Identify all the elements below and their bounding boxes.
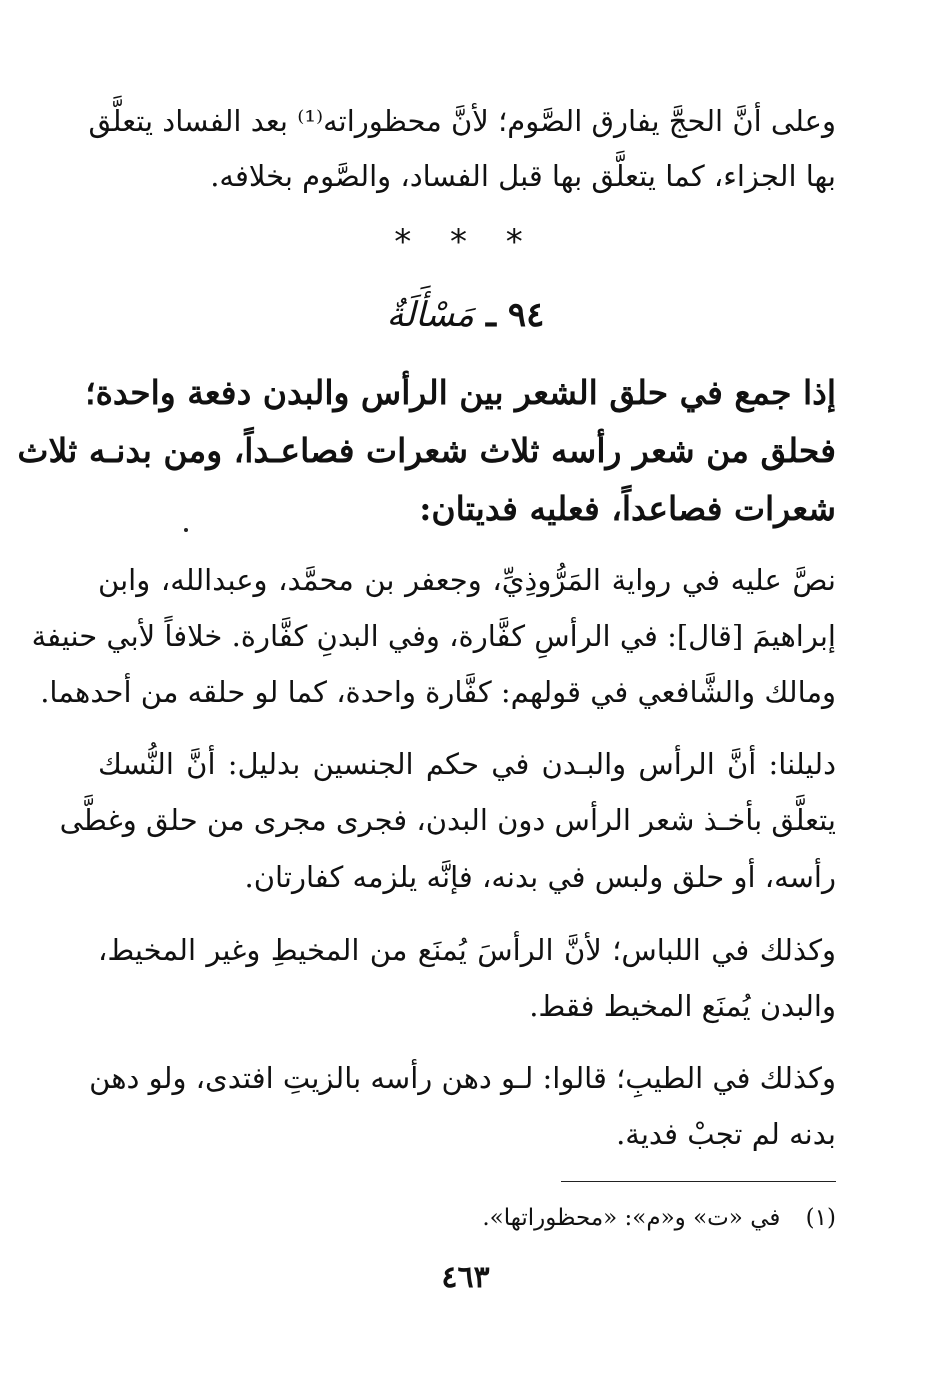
page-number: ٤٦٣ xyxy=(441,1260,490,1295)
paragraph-2-line-1: نصَّ عليه في رواية المَرُّوذِيِّ، وجعفر بن محمَّد، وعبدالله، وابن xyxy=(98,563,836,597)
issue-question-line-2: فحلق من شعر رأسه ثلاث شعرات فصاعـداً، ومن بدنـه ثلاث xyxy=(17,431,836,470)
paragraph-5-line-2: بدنه لم تجبْ فدية. xyxy=(616,1117,836,1151)
stray-mark xyxy=(184,528,188,532)
footnote-text: في «ت» و«م»: «محظوراتها». xyxy=(482,1205,781,1231)
paragraph-4-line-2: والبدن يُمنَع المخيط فقط. xyxy=(529,989,836,1023)
paragraph-2-line-2: إبراهيمَ [قال]: في الرأسِ كفَّارة، وفي البدنِ كفَّارة. خلافاً لأبي حنيفة xyxy=(31,619,836,653)
paragraph-3-line-3: رأسه، أو حلق ولبس في بدنه، فإنَّه يلزمه كفارتان. xyxy=(244,860,836,894)
paragraph-1-line-1: وعلى أنَّ الحجَّ يفارق الصَّوم؛ لأنَّ محظوراته⁽¹⁾ بعد الفساد يتعلَّق xyxy=(88,104,836,138)
issue-heading xyxy=(0,290,931,340)
paragraph-5-line-1: وكذلك في الطيبِ؛ قالوا: لـو دهن رأسه بالزيتِ افتدى، ولو دهن xyxy=(89,1061,836,1095)
footnote-divider xyxy=(561,1181,836,1182)
issue-question-line-1: إذا جمع في حلق الشعر بين الرأس والبدن دفعة واحدة؛ xyxy=(85,373,836,412)
section-separator: * * * xyxy=(394,222,537,262)
paragraph-3-line-1: دليلنا: أنَّ الرأس والبـدن في حكم الجنسين بدليل: أنَّ النُّسك xyxy=(98,747,836,781)
footnote xyxy=(482,1202,836,1234)
paragraph-4-line-1: وكذلك في اللباس؛ لأنَّ الرأسَ يُمنَع من المخيطِ وغير المخيط، xyxy=(98,933,836,967)
paragraph-1-line-2: بها الجزاء، كما يتعلَّق بها قبل الفساد، والصَّوم بخلافه. xyxy=(210,159,836,193)
issue-word: مَسْأَلَةٌ xyxy=(386,295,475,335)
paragraph-2-line-3: ومالك والشَّافعي في قولهم: كفَّارة واحدة، كما لو حلقه من أحدهما. xyxy=(40,675,836,709)
paragraph-3-line-2: يتعلَّق بأخـذ شعر الرأس دون البدن، فجرى مجرى من حلق وغطَّى xyxy=(59,803,836,837)
issue-number: ٩٤ ـ xyxy=(486,295,545,335)
issue-question-line-3: شعرات فصاعداً، فعليه فديتان: xyxy=(419,489,836,528)
footnote-number: (١) xyxy=(805,1205,836,1231)
